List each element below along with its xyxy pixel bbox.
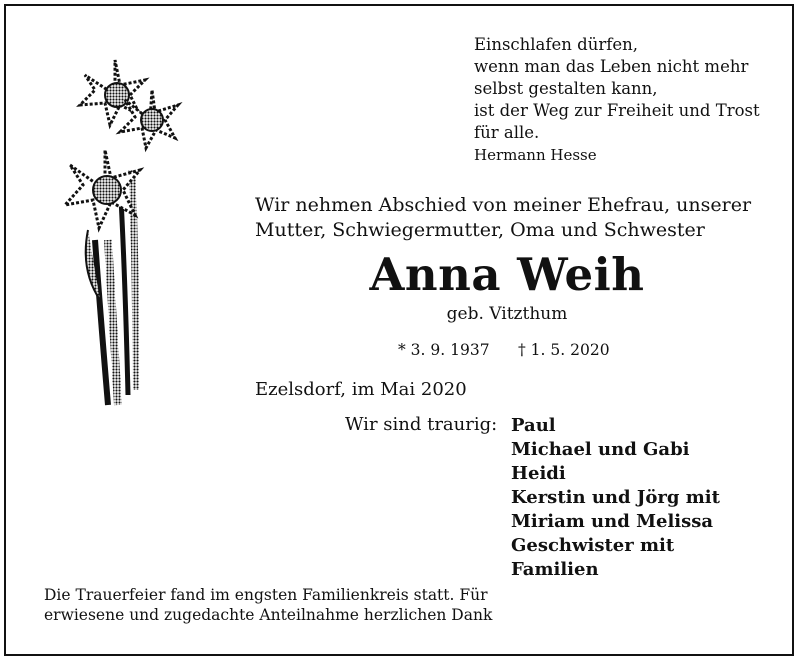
- mourners-label: Wir sind traurig:: [345, 414, 498, 435]
- mourner-item: Geschwister mit: [511, 535, 675, 556]
- mourner-item: Miriam und Melissa: [511, 511, 714, 532]
- place-date: Ezelsdorf, im Mai 2020: [255, 379, 467, 400]
- mourner-item: Paul: [511, 415, 556, 436]
- poem-line: Einschlafen dürfen,: [474, 35, 638, 54]
- mourner-item: Michael und Gabi: [511, 439, 690, 460]
- intro-line: Wir nehmen Abschied von meiner Ehefrau, unserer: [255, 194, 752, 216]
- deceased-name: Anna Weih: [369, 248, 645, 301]
- mourner-item: Heidi: [511, 463, 566, 484]
- poem-line: selbst gestalten kann,: [474, 79, 658, 98]
- birth-date: * 3. 9. 1937: [398, 341, 490, 359]
- intro-text: [255, 193, 751, 243]
- closing-line: Die Trauerfeier fand im engsten Familienkreis statt. Für: [44, 586, 488, 604]
- daffodil-illustration: [40, 50, 190, 414]
- closing-line: erwiesene und zugedachte Anteilnahme herzlichen Dank: [44, 606, 493, 624]
- death-date: † 1. 5. 2020: [518, 341, 610, 359]
- mourner-item: Kerstin und Jörg mit: [511, 487, 720, 508]
- poem-line: ist der Weg zur Freiheit und Trost: [474, 101, 760, 120]
- mourners-list: [511, 414, 720, 582]
- maiden-name: geb. Vitzthum: [446, 304, 568, 324]
- poem-line: für alle.: [474, 123, 540, 142]
- poem-line: wenn man das Leben nicht mehr: [474, 57, 749, 76]
- intro-line: Mutter, Schwiegermutter, Oma und Schwester: [255, 219, 705, 241]
- mourner-item: Familien: [511, 559, 599, 580]
- poem: [474, 34, 760, 144]
- closing-text: [44, 585, 492, 625]
- poem-author: Hermann Hesse: [474, 146, 597, 164]
